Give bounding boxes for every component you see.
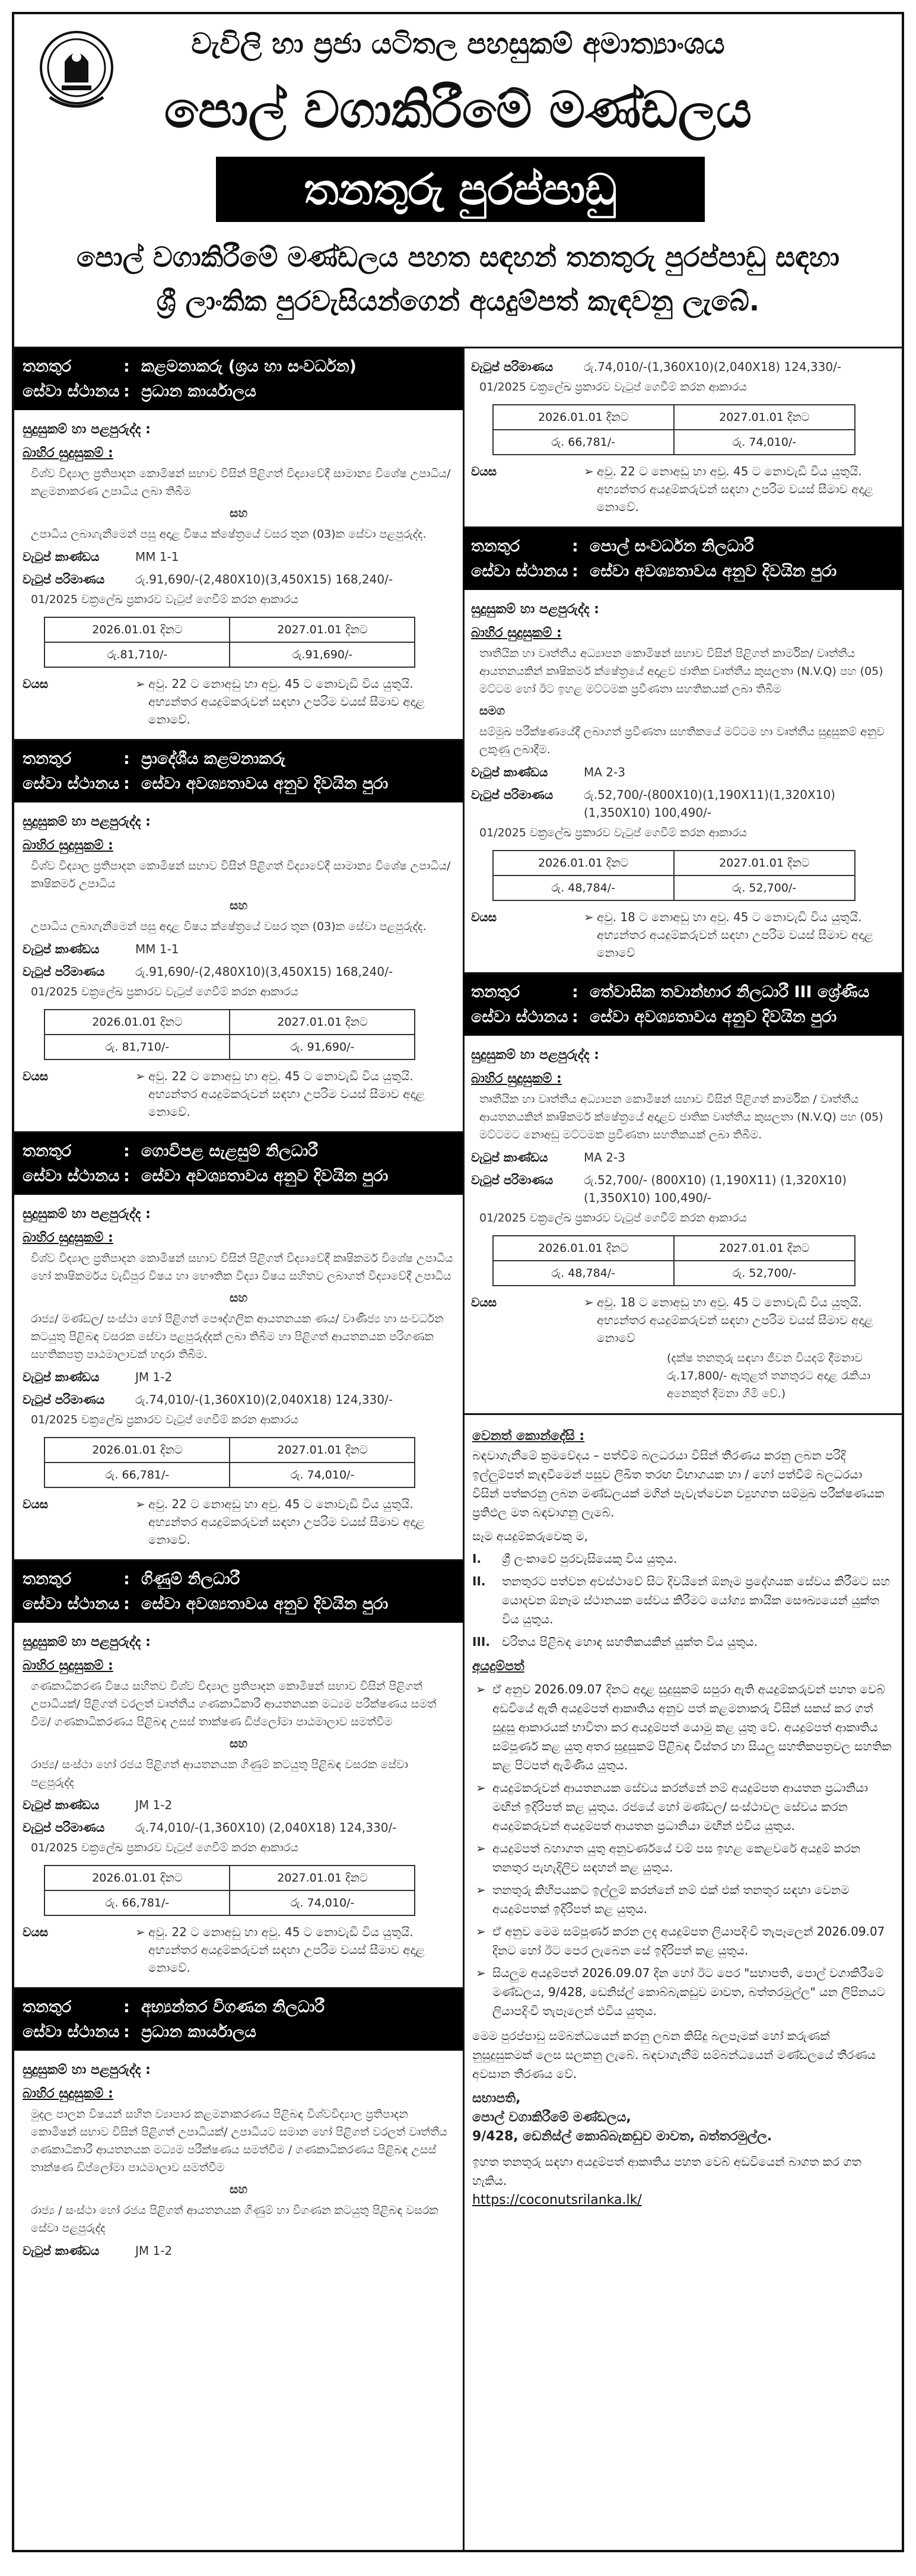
- colon: :: [572, 1008, 578, 1026]
- salary-code: MM 1-1: [135, 942, 179, 956]
- condition-text: තනතුරට පත්වන අවස්ථාවේ සිට දිවයිනේ ඕනෑම ප්‍රදේශයක සේවය කිරීමට සහ යොදවන ඕනෑම ස්ථානයක සේවය කිරීමට යෝග්‍ය කායික සෞඛ්‍යයෙන් යුක්ත විය යුතුය.: [502, 1574, 890, 1626]
- post-internal-audit-officer: [14, 1989, 463, 2270]
- post-label: තනතුර: [23, 357, 72, 376]
- salary-scale: රු.74,010/-(1,360X10)(2,040X18) 124,330/-: [135, 1392, 393, 1407]
- other-conditions-text: බඳවාගැනීමේ ක්‍රමවේදය – පත්වීම් බලධරයා විසින් තීරණය කරනු ලබන පරිදි ඉල්ලුම්පත් කැඳවීමෙන් පසුව ලිඛිත තරඟ විභාගයක හා / හෝ පත්වීම් බලධරයා විසින් පත්කරනු ලබන මණ්ඩලයක් මගින් පැවැත්වෙන ව්‍යුහගත සම්මුඛ පරීක්ෂණයක ප්‍රතිඵල මත බඳවාගනු ලැබේ.: [472, 1448, 885, 1519]
- qualification-text: විශ්ව විද්‍යාල ප්‍රතිපාදන කොමිෂන් සභාව විසින් පිළිගත් විද්‍යාවේදී සාමාන්‍ය විශේෂ උපාධිය/ කළමනාකරණ උපාධිය ලබා තිබීම: [31, 467, 451, 498]
- salary-table: [44, 1009, 415, 1060]
- condition-item: [472, 1549, 892, 1568]
- and-separator: සමග: [479, 703, 505, 718]
- qualifications-label: සුදුසුකම් හා පළපුරුද්ද :: [23, 2063, 151, 2077]
- date-2026: 2026.01.01 දිනට: [44, 1438, 230, 1463]
- website-link[interactable]: https://coconutsrilanka.lk/: [472, 2193, 642, 2207]
- colon: :: [572, 562, 578, 580]
- experience-text: රාජ්‍ය/ මණ්ඩල/ සංස්ථා හෝ පිළිගත් පෞද්ගලික ආයතනයක ණය/ වාණිජ්‍ය හා සංවර්ධන කටයුතු පිළිබඳ වසරක සේවා පළපුරුද්දක් ලබා තිබීම හා පිළිගත් ආයතනයක පරිගණක සහතිකපත්‍ර පාඨමාලාවක් හදාරා තිබීම.: [31, 1312, 444, 1361]
- general-conditions: [463, 1415, 902, 2216]
- post-label: තනතුර: [471, 983, 520, 1001]
- post-title: පොල් සංවර්ධන නිලධාරී: [590, 537, 754, 556]
- condition-item: [472, 1632, 892, 1651]
- colon: :: [123, 775, 130, 793]
- qualification-text: විශ්ව විද්‍යාල ප්‍රතිපාදන කොමිෂන් සභාව විසින් පිළිගත් විද්‍යාවේදී කෘෂිකර්ම විශේෂ උපාධිය හෝ කෘෂිකර්මය වැඩිපුර විෂය හා භෞතික විද්‍යා විෂය සහිතව ලබාගත් විද්‍යාවේදී උපාධිය: [31, 1252, 453, 1283]
- salary-code: JM 1-2: [135, 1370, 173, 1384]
- experience-text: රාජ්‍ය/ සංස්ථා හෝ රජය පිළිගත් ආයතනයක ගිණුම් කටයුතු පිළිබඳ වසරක සේවා පළපුරුද්ද: [31, 1758, 408, 1789]
- salary-table: [44, 1865, 415, 1916]
- colon: :: [572, 983, 578, 1001]
- post-resident-nursery-officer: [463, 974, 902, 1415]
- application-bullet: ➢ ඒ අනුව මෙම සම්පූර්ණ කරන ලද අයදුම්පත ලියාපදිංචි තැපෑලෙන් 2026.09.07 දිනට හෝ ඊට පෙර ලැබෙන සේ ඉදිරිපත් කළ යුතුය.: [472, 1922, 892, 1960]
- condition-text: ශ්‍රී ලංකාවේ පුරවැසියෙකු විය යුතුය.: [502, 1552, 678, 1566]
- date-2026: 2026.01.01 දිනට: [44, 617, 230, 642]
- age-label: වයස: [23, 1925, 49, 1939]
- age-text: ➢ අවු. 18 ට නොඅඩු හා අවු. 45 ට නොවැඩි විය යුතුයි. අභ්‍යන්තර අයදුම්කරුවන් සඳහා උපරිම වයස් සීමාව අදාළ නොවේ: [584, 908, 893, 962]
- qualifications-label: සුදුසුකම් හා පළපුරුද්ද :: [23, 422, 151, 437]
- ministry-name: වැවිලි හා ප්‍රජා යටිතල පහසුකම් අමාත්‍යාංශය: [191, 27, 725, 61]
- condition-number: I.: [472, 1552, 482, 1566]
- post-title: ප්‍රාදේශීය කළමනාකරු: [141, 750, 285, 768]
- salary-scale: රු.74,010/-(1,360X10)(2,040X18) 124,330/-: [584, 360, 842, 374]
- post-station: ප්‍රධාන කාර්යාලය: [141, 2023, 256, 2041]
- qualification-text: ගණකාධිකරණ විෂය සහිතව විශ්ව විද්‍යාල ප්‍රතිපාදන කොමිෂන් සභාව විසින් පිළිගත් උපාධියක්/ පිළිගත් වරලත් වෘත්තීය ගණකාධිකාරී ආයතනයක මධ්‍යම පරීක්ෂණය සමත් වීම/ ගණකාධිකරණය පිළිබඳ උසස් තාක්ෂණ ඩිප්ලෝමා පාඨමාලාව සමත්වීම: [31, 1680, 437, 1728]
- post-label: තනතුර: [471, 537, 520, 556]
- salary-code: JM 1-2: [135, 1798, 173, 1812]
- salary-code: MA 2-3: [584, 765, 625, 779]
- experience-text: රාජ්‍ය / සංස්ථා හෝ රජය පිළිගත් ආයතනයක ගිණුම් හා විගණන කටයුතු පිළිබඳ වසරක සේවා පළපුරුද්ද: [31, 2204, 438, 2235]
- date-2026: 2026.01.01 දිනට: [493, 405, 674, 430]
- post-station: සේවා අවශ්‍යතාවය අනුව දිවයින පුරා: [141, 1595, 389, 1613]
- date-2027: 2027.01.01 දිනට: [230, 617, 415, 642]
- salary-2026: රු. 66,781/-: [493, 430, 674, 455]
- and-separator: සහ: [229, 898, 248, 912]
- experience-text: සම්මුඛ පරීක්ෂණයේදී ලබාගත් ප්‍රවීණතා සහතිකයේ මට්ටම හා වෘත්තීය සුදුසුකම් අනුව ලකුණු ලබාදීම.: [479, 725, 885, 756]
- notice-header: [14, 14, 902, 347]
- salary-code-label: වැටුප් කාණ්ඩය: [23, 942, 100, 956]
- post-station: සේවා අවශ්‍යතාවය අනුව දිවයින පුරා: [590, 562, 837, 580]
- salary-2026: රු. 81,710/-: [44, 1035, 230, 1059]
- date-2027: 2027.01.01 දිනට: [230, 1438, 415, 1463]
- post-coconut-development-officer: [463, 528, 902, 974]
- date-2027: 2027.01.01 දිනට: [230, 1010, 415, 1035]
- salary-scale: රු.52,700/-(800X10)(1,190X11)(1,320X10)(1,350X10) 100,490/-: [584, 788, 835, 820]
- date-2027: 2027.01.01 දිනට: [674, 405, 855, 430]
- age-label: වයස: [471, 464, 497, 478]
- post-label: තනතුර: [23, 750, 72, 768]
- station-label: සේවා ස්ථානය: [23, 1167, 120, 1185]
- qualifications-label: සුදුසුකම් හා පළපුරුද්ද :: [23, 1635, 151, 1649]
- age-label: වයස: [23, 1069, 49, 1083]
- salary-scale-label: වැටුප් පරිමාණය: [471, 360, 554, 374]
- board-name: පොල් වගාකිරීමේ මණ්ඩලය: [164, 81, 752, 139]
- application-bullet: ➢ තනතුරු කිහිපයකට ඉල්ලුම් කරන්නේ නම් එක් එක් තනතුර සඳහා වෙනම අයදුම්පතක් ඉදිරිපත් කළ යුතුය.: [472, 1880, 892, 1918]
- post-header: [14, 348, 463, 410]
- age-text: ➢ අවු. 22 ට නොඅඩු හා අවු. 45 ට නොවැඩි විය යුතුයි. අභ්‍යන්තර අයදුම්කරුවන් සඳහා උපරිම වයස් සීමාව අදාළ නොවේ.: [135, 1067, 454, 1121]
- and-separator: සහ: [229, 506, 248, 520]
- all-applicants-text: සෑම අයදුම්කරුවෙකු ම,: [472, 1529, 588, 1543]
- salary-code: MM 1-1: [135, 550, 179, 564]
- circular-note: 01/2025 චක්‍රලේඛ ප්‍රකාරව වැටුප් ගෙවීම් කරන ආකාරය: [31, 1413, 298, 1426]
- qualifications-label: සුදුසුකම් හා පළපුරුද්ද :: [471, 1048, 599, 1062]
- post-station: ප්‍රධාන කාර්යාලය: [141, 382, 256, 401]
- salary-scale: රු.91,690/-(2,480X10)(3,450X15) 168,240/-: [135, 572, 393, 586]
- date-2027: 2027.01.01 දිනට: [674, 1236, 855, 1261]
- salary-table: [44, 1437, 415, 1488]
- post-station: සේවා අවශ්‍යතාවය අනුව දිවයින පුරා: [141, 1167, 389, 1185]
- salary-2027: රු. 74,010/-: [230, 1890, 415, 1915]
- post-header: [463, 528, 902, 590]
- salary-scale-label: වැටුප් පරිමාණය: [23, 572, 105, 586]
- colon: :: [123, 2023, 130, 2041]
- salary-scale: රු.52,700/- (800X10) (1,190X11) (1,320X10) (1,350X10) 100,490/-: [584, 1173, 847, 1205]
- salary-table: [44, 617, 415, 668]
- salary-code: MA 2-3: [584, 1150, 625, 1165]
- post-accounts-officer: [14, 1561, 463, 1989]
- salary-code-label: වැටුප් කාණ්ඩය: [471, 1150, 548, 1165]
- qualifications-label: සුදුසුකම් හා පළපුරුද්ද :: [23, 1207, 151, 1222]
- age-text: ➢ අවු. 22 ට නොඅඩු හා අවු. 45 ට නොවැඩි විය යුතුයි. අභ්‍යන්තර අයදුම්කරුවන් සඳහා උපරිම වයස් සීමාව අදාළ නොවේ.: [135, 1495, 454, 1549]
- station-label: සේවා ස්ථානය: [471, 1008, 568, 1026]
- closing-note: මෙම පුරප්පාඩු සම්බන්ධයෙන් කරනු ලබන කිසිදු බලපෑමක් හෝ කරුණක් නුසුදුසුකමක් ලෙස සලකනු ලැබේ. බඳවාගැනීම් සම්බන්ධයෙන් මණ්ඩලයේ තීරණය අවසාන තීරණය වේ.: [472, 2029, 876, 2081]
- post-title: ගිණුම් නිලධාරී: [141, 1570, 240, 1588]
- circular-note: 01/2025 චක්‍රලේඛ ප්‍රකාරව වැටුප් ගෙවීම් කරන ආකාරය: [31, 1841, 298, 1854]
- age-text: ➢ අවු. 22 ට නොඅඩු හා අවු. 45 ට නොවැඩි විය යුතුයි. අභ්‍යන්තර අයදුම්කරුවන් සඳහා උපරිම වයස් සීමාව අදාළ නොවේ.: [135, 1923, 454, 1977]
- colon: :: [572, 537, 578, 556]
- external-label: බාහිර සුදුසුකම් :: [23, 838, 113, 853]
- salary-2027: රු. 91,690/-: [230, 1035, 415, 1059]
- salary-code-label: වැටුප් කාණ්ඩය: [23, 1370, 100, 1384]
- colon: :: [123, 1998, 130, 2016]
- station-label: සේවා ස්ථානය: [23, 775, 120, 793]
- date-2026: 2026.01.01 දිනට: [493, 851, 674, 875]
- application-bullet: ➢ අයදුම්පත් බහාගත යුතු අනුවර්ණයේ වම් පස ඉහළ කෙළවරේ අයදුම් කරන තනතුර පැහැදිලිව සඳහන් කළ යුතුය.: [472, 1839, 892, 1877]
- signatory-address: 9/428, ඩෙනිස්ල් කොබ්බැකඩුව මාවත, බත්තරමුල්ල.: [472, 2129, 772, 2144]
- age-label: වයස: [23, 1497, 49, 1511]
- age-text: ➢ අවු. 22 ට නොඅඩු හා අවු. 45 ට නොවැඩි විය යුතුයි. අභ්‍යන්තර අයදුම්කරුවන් සඳහා උපරිම වයස් සීමාව අදාළ නොවේ.: [584, 462, 893, 516]
- post-header: [463, 974, 902, 1036]
- station-label: සේවා ස්ථානය: [23, 382, 120, 401]
- circular-note: 01/2025 චක්‍රලේඛ ප්‍රකාරව වැටුප් ගෙවීම් කරන ආකාරය: [31, 985, 298, 998]
- and-separator: සහ: [229, 1736, 248, 1750]
- date-2027: 2027.01.01 දිනට: [674, 851, 855, 875]
- circular-note: 01/2025 චක්‍රලේඛ ප්‍රකාරව වැටුප් ගෙවීම් කරන ආකාරය: [479, 380, 747, 394]
- vacancies-banner: තනතුරු පුරප්පාඩු: [216, 157, 705, 222]
- intro-line-1: පොල් වගාකිරීමේ මණ්ඩලය පහත සඳහන් තනතුරු පුරප්පාඩු සඳහා: [76, 241, 840, 273]
- experience-text: උපාධිය ලබාගැනීමෙන් පසු අදාළ විෂය ක්ෂේත්‍රයේ වසර තුන (03)ක සේවා පළපුරුද්ද.: [31, 528, 427, 541]
- date-2027: 2027.01.01 දිනට: [230, 1866, 415, 1890]
- left-column: [14, 347, 465, 2550]
- post-title: අභ්‍යන්තර විගණන නිලධාරී: [141, 1998, 325, 2016]
- application-bullet: ➢ අයදුම්කරුවන් ආයතනයක සේවය කරන්නේ නම් අයදුම්පත ආයතන ප්‍රධානියා මඟින් ඉදිරිපත් කළ යුතුය. රජයේ හෝ මණ්ඩල/ සංස්ථාවල සේවය කරන අයදුම්කරුවන් අයදුම්පත් ආයතන ප්‍රධානියා මඟින් එවිය යුතුය.: [472, 1778, 892, 1835]
- colon: :: [123, 1570, 130, 1588]
- colon: :: [123, 750, 130, 768]
- age-label: වයස: [23, 677, 49, 691]
- date-2026: 2026.01.01 දිනට: [493, 1236, 674, 1261]
- external-label: බාහිර සුදුසුකම් :: [23, 2086, 113, 2101]
- external-label: බාහිර සුදුසුකම් :: [471, 626, 562, 640]
- colon: :: [123, 1595, 130, 1613]
- post-regional-manager: [14, 741, 463, 1133]
- salary-code-label: වැටුප් කාණ්ඩය: [23, 1798, 100, 1812]
- circular-note: 01/2025 චක්‍රලේඛ ප්‍රකාරව වැටුප් ගෙවීම් කරන ආකාරය: [479, 826, 747, 839]
- right-column: [463, 347, 902, 2550]
- station-label: සේවා ස්ථානය: [23, 2023, 120, 2041]
- salary-code-label: වැටුප් කාණ්ඩය: [471, 765, 548, 779]
- post-header: [14, 1133, 463, 1195]
- post-internal-audit-continued: [463, 348, 902, 528]
- salary-2027: රු. 74,010/-: [230, 1463, 415, 1487]
- allowance-note: (දක්ෂ තනතුරු සඳහා ජීවන වියදම් දීමනාව රු.17,800/- ඇතුළත් තනතුරට අදාළ රැකියා අනෙකුත් දීමනා ගිමි වේ.): [667, 1352, 871, 1400]
- application-bullet: ➢ සියලුම අයදුම්පත් 2026.09.07 දින හෝ ඊට පෙර "සභාපති, පොල් වගාකිරීමේ මණ්ඩලය, 9/428, ඩෙනිස්ල් කොබ්බැකඩුව මාවත, බත්තරමුල්ල" යන ලිපිනයට ලියාපදිංචි තැපෑලෙන් එවිය යුතුය.: [472, 1963, 892, 2020]
- external-label: බාහිර සුදුසුකම් :: [23, 1230, 113, 1245]
- salary-2026: රු. 48,784/-: [493, 875, 674, 900]
- circular-note: 01/2025 චක්‍රලේඛ ප්‍රකාරව වැටුප් ගෙවීම් කරන ආකාරය: [479, 1211, 747, 1224]
- post-header: [14, 741, 463, 802]
- post-manager: [14, 348, 463, 741]
- and-separator: සහ: [229, 1290, 248, 1305]
- salary-scale-label: වැටුප් පරිමාණය: [471, 1173, 554, 1187]
- colon: :: [123, 382, 130, 401]
- salary-2026: රු. 66,781/-: [44, 1463, 230, 1487]
- post-station: සේවා අවශ්‍යතාවය අනුව දිවයින පුරා: [590, 1008, 837, 1026]
- salary-table: [492, 850, 855, 901]
- station-label: සේවා ස්ථානය: [23, 1595, 120, 1613]
- date-2026: 2026.01.01 දිනට: [44, 1010, 230, 1035]
- post-title: කළමනාකරු (ශ්‍රය හා සංවර්ධන): [141, 357, 357, 376]
- salary-code-label: වැටුප් කාණ්ඩය: [23, 550, 100, 564]
- salary-scale-label: වැටුප් පරිමාණය: [23, 1392, 105, 1407]
- qualifications-label: සුදුසුකම් හා පළපුරුද්ද :: [471, 602, 599, 617]
- post-farm-planning-officer: [14, 1133, 463, 1561]
- post-title: ගොවිපළ සැළසුම් නිලධාරී: [141, 1142, 318, 1160]
- circular-note: 01/2025 චක්‍රලේඛ ප්‍රකාරව වැටුප් ගෙවීම් කරන ආකාරය: [31, 593, 298, 606]
- date-2026: 2026.01.01 දිනට: [44, 1866, 230, 1890]
- salary-2027: රු. 74,010/-: [674, 430, 855, 455]
- other-conditions-title: වෙනත් කොන්දේසි :: [472, 1429, 585, 1444]
- qualifications-label: සුදුසුකම් හා පළපුරුද්ද :: [23, 814, 151, 829]
- age-label: වයස: [471, 1295, 497, 1309]
- experience-text: උපාධිය ලබාගැනීමෙන් පසු අදාළ විෂය ක්ෂේත්‍රයේ වසර තුන (03)ක සේවා පළපුරුද්ද.: [31, 920, 427, 933]
- age-label: වයස: [471, 910, 497, 924]
- intro-line-2: ශ්‍රී ලාංකික පුරවැසියන්ගෙන් අයදුම්පත් කැඳවනු ලැබේ.: [156, 285, 760, 317]
- salary-scale-label: වැටුප් පරිමාණය: [23, 965, 105, 979]
- condition-text: චරිතය පිළිබඳ හොඳ සහතිකයකින් යුක්ත විය යුතුය.: [502, 1635, 758, 1649]
- salary-2027: රු. 52,700/-: [674, 875, 855, 900]
- post-title: තේවාසික තවාන්භාර නිලධාරී III ශ්‍රේණිය: [590, 983, 870, 1001]
- vacancy-notice: [12, 12, 904, 2552]
- signatory-title: සභාපති,: [472, 2091, 521, 2106]
- external-label: බාහිර සුදුසුකම් :: [23, 446, 113, 461]
- application-bullet: ➢ ඒ අනුව 2026.09.07 දිනට අදාළ සුදුසුකම් සපුරා ඇති අයදුම්කරුවන් පහත වෙබ් අඩවියේ ඇති අයදුම්පත් ආකෘතිය අනුව පත් කළමනාකරු විසින් සකස් කර ගත් සුදුසු ආකාරයක් භාවිතා කර අයදුම්පත් යොමු කළ යුතු වේ. අයදුම්පත් ආකෘතිය සම්පූර්ණ කළ යුතු අතර සුදුසුකම් පිළිබඳ විස්තර හා සියලු සහතිකපත්‍රවල සහතික කළ පිටපත් ඇමිණිය යුතුය.: [472, 1680, 892, 1775]
- post-label: තනතුර: [23, 1998, 72, 2016]
- post-header: [14, 1989, 463, 2051]
- post-label: තනතුර: [23, 1142, 72, 1160]
- salary-table: [492, 1235, 855, 1286]
- salary-scale-label: වැටුප් පරිමාණය: [23, 1820, 105, 1835]
- age-text: ➢ අවු. 18 ට නොඅඩු හා අවු. 45 ට නොවැඩි විය යුතුයි. අභ්‍යන්තර අයදුම්කරුවන් සඳහා උපරිම වයස් සීමාව අදාළ නොවේ: [584, 1293, 893, 1347]
- qualification-text: තෘතීයික හා වෘත්තීය අධ්‍යාපන කොමිෂන් සභාව විසින් පිළිගත් කාර්මික/ වෘත්තීය ආයතනයකින් කෘෂිකර්ම ක්ෂේත්‍රයේ අදාළව ජාතික වෘත්තීය කුසලතා (N.V.Q) පහ (05) මට්ටම හෝ ඊට ඉහළ මට්ටමක ප්‍රවීණතා සහතිකයක් ලබා තිබීම: [479, 647, 883, 696]
- and-separator: සහ: [229, 2182, 248, 2196]
- colon: :: [123, 357, 130, 376]
- salary-2026: රු. 48,784/-: [493, 1261, 674, 1286]
- salary-scale: රු.74,010/-(1,360X10) (2,040X18) 124,330/-: [135, 1820, 397, 1835]
- salary-2027: රු.91,690/-: [230, 642, 415, 667]
- condition-number: II.: [472, 1574, 486, 1588]
- qualification-text: තෘතීයික හා වෘත්තීය අධ්‍යාපන කොමිෂන් සභාව විසින් පිළිගත් කාර්මික / වෘත්තීය ආයතනයකින් කෘෂිකර්ම ක්ෂේත්‍රයේ අදාළව ජාතික වෘත්තීය කුසලතා (N.V.Q) පහ (05) මට්ටමට නොඅඩු මට්ටමක ප්‍රවීණතා සහතිකයක් ලබා තිබීම.: [479, 1093, 883, 1141]
- colon: :: [123, 1167, 130, 1185]
- salary-scale-label: වැටුප් පරිමාණය: [471, 788, 554, 802]
- condition-item: [472, 1572, 892, 1629]
- salary-code-label: වැටුප් කාණ්ඩය: [23, 2244, 100, 2258]
- salary-scale: රු.91,690/-(2,480X10)(3,450X15) 168,240/-: [135, 965, 393, 979]
- salary-2026: රු. 66,781/-: [44, 1890, 230, 1915]
- signatory-organization: පොල් වගාකිරීමේ මණ්ඩලය,: [472, 2110, 631, 2125]
- post-header: [14, 1561, 463, 1623]
- station-label: සේවා ස්ථානය: [471, 562, 568, 580]
- website-note: ඉහත තනතුරු සඳහා අයදුම්පත් ආකෘතිය පහත වෙබ් අඩවියෙන් බාගත කර ගත හැකිය.: [472, 2155, 861, 2188]
- salary-code: JM 1-2: [135, 2244, 173, 2258]
- salary-2027: රු. 52,700/-: [674, 1261, 855, 1286]
- salary-2026: රු.81,710/-: [44, 642, 230, 667]
- colon: :: [123, 1142, 130, 1160]
- condition-number: III.: [472, 1635, 490, 1649]
- applications-title: අයදුම්පත්: [472, 1659, 524, 1674]
- post-station: සේවා අවශ්‍යතාවය අනුව දිවයින පුරා: [141, 775, 389, 793]
- age-text: ➢ අවු. 22 ට නොඅඩු හා අවු. 45 ට නොවැඩි විය යුතුයි. අභ්‍යන්තර අයදුම්කරුවන් සඳහා උපරිම වයස් සීමාව අදාළ නොවේ.: [135, 675, 454, 728]
- qualification-text: විශ්ව විද්‍යාල ප්‍රතිපාදන කොමිෂන් සභාව විසින් පිළිගත් විද්‍යාවේදී සාමාන්‍ය විශේෂ උපාධිය/ කෘෂිකර්ම උපාධිය: [31, 859, 451, 890]
- post-label: තනතුර: [23, 1570, 72, 1588]
- external-label: බාහිර සුදුසුකම් :: [471, 1071, 562, 1086]
- salary-table: [492, 404, 855, 455]
- qualification-text: මුදල පාලන විෂයන් සහිත ව්‍යාපාර කළමනාකරණය පිළිබඳ විශ්වවිද්‍යාල ප්‍රතිපාදන කොමිෂන් සභාව විසින් පිළිගත් උපාධියක්/ උපාධියට සමාන හෝ පිළිගත් වරලත් වෘත්තීය ගණකාධිකාරී ආයතනයක මධ්‍යම පරීක්ෂණය සමත්වීම / ගණකාධිකරණය පිළිබඳ උසස් තාක්ෂණ ඩිප්ලෝමා පාඨමාලාව සමත්වීම: [31, 2108, 447, 2174]
- external-label: බාහිර සුදුසුකම් :: [23, 1658, 113, 1673]
